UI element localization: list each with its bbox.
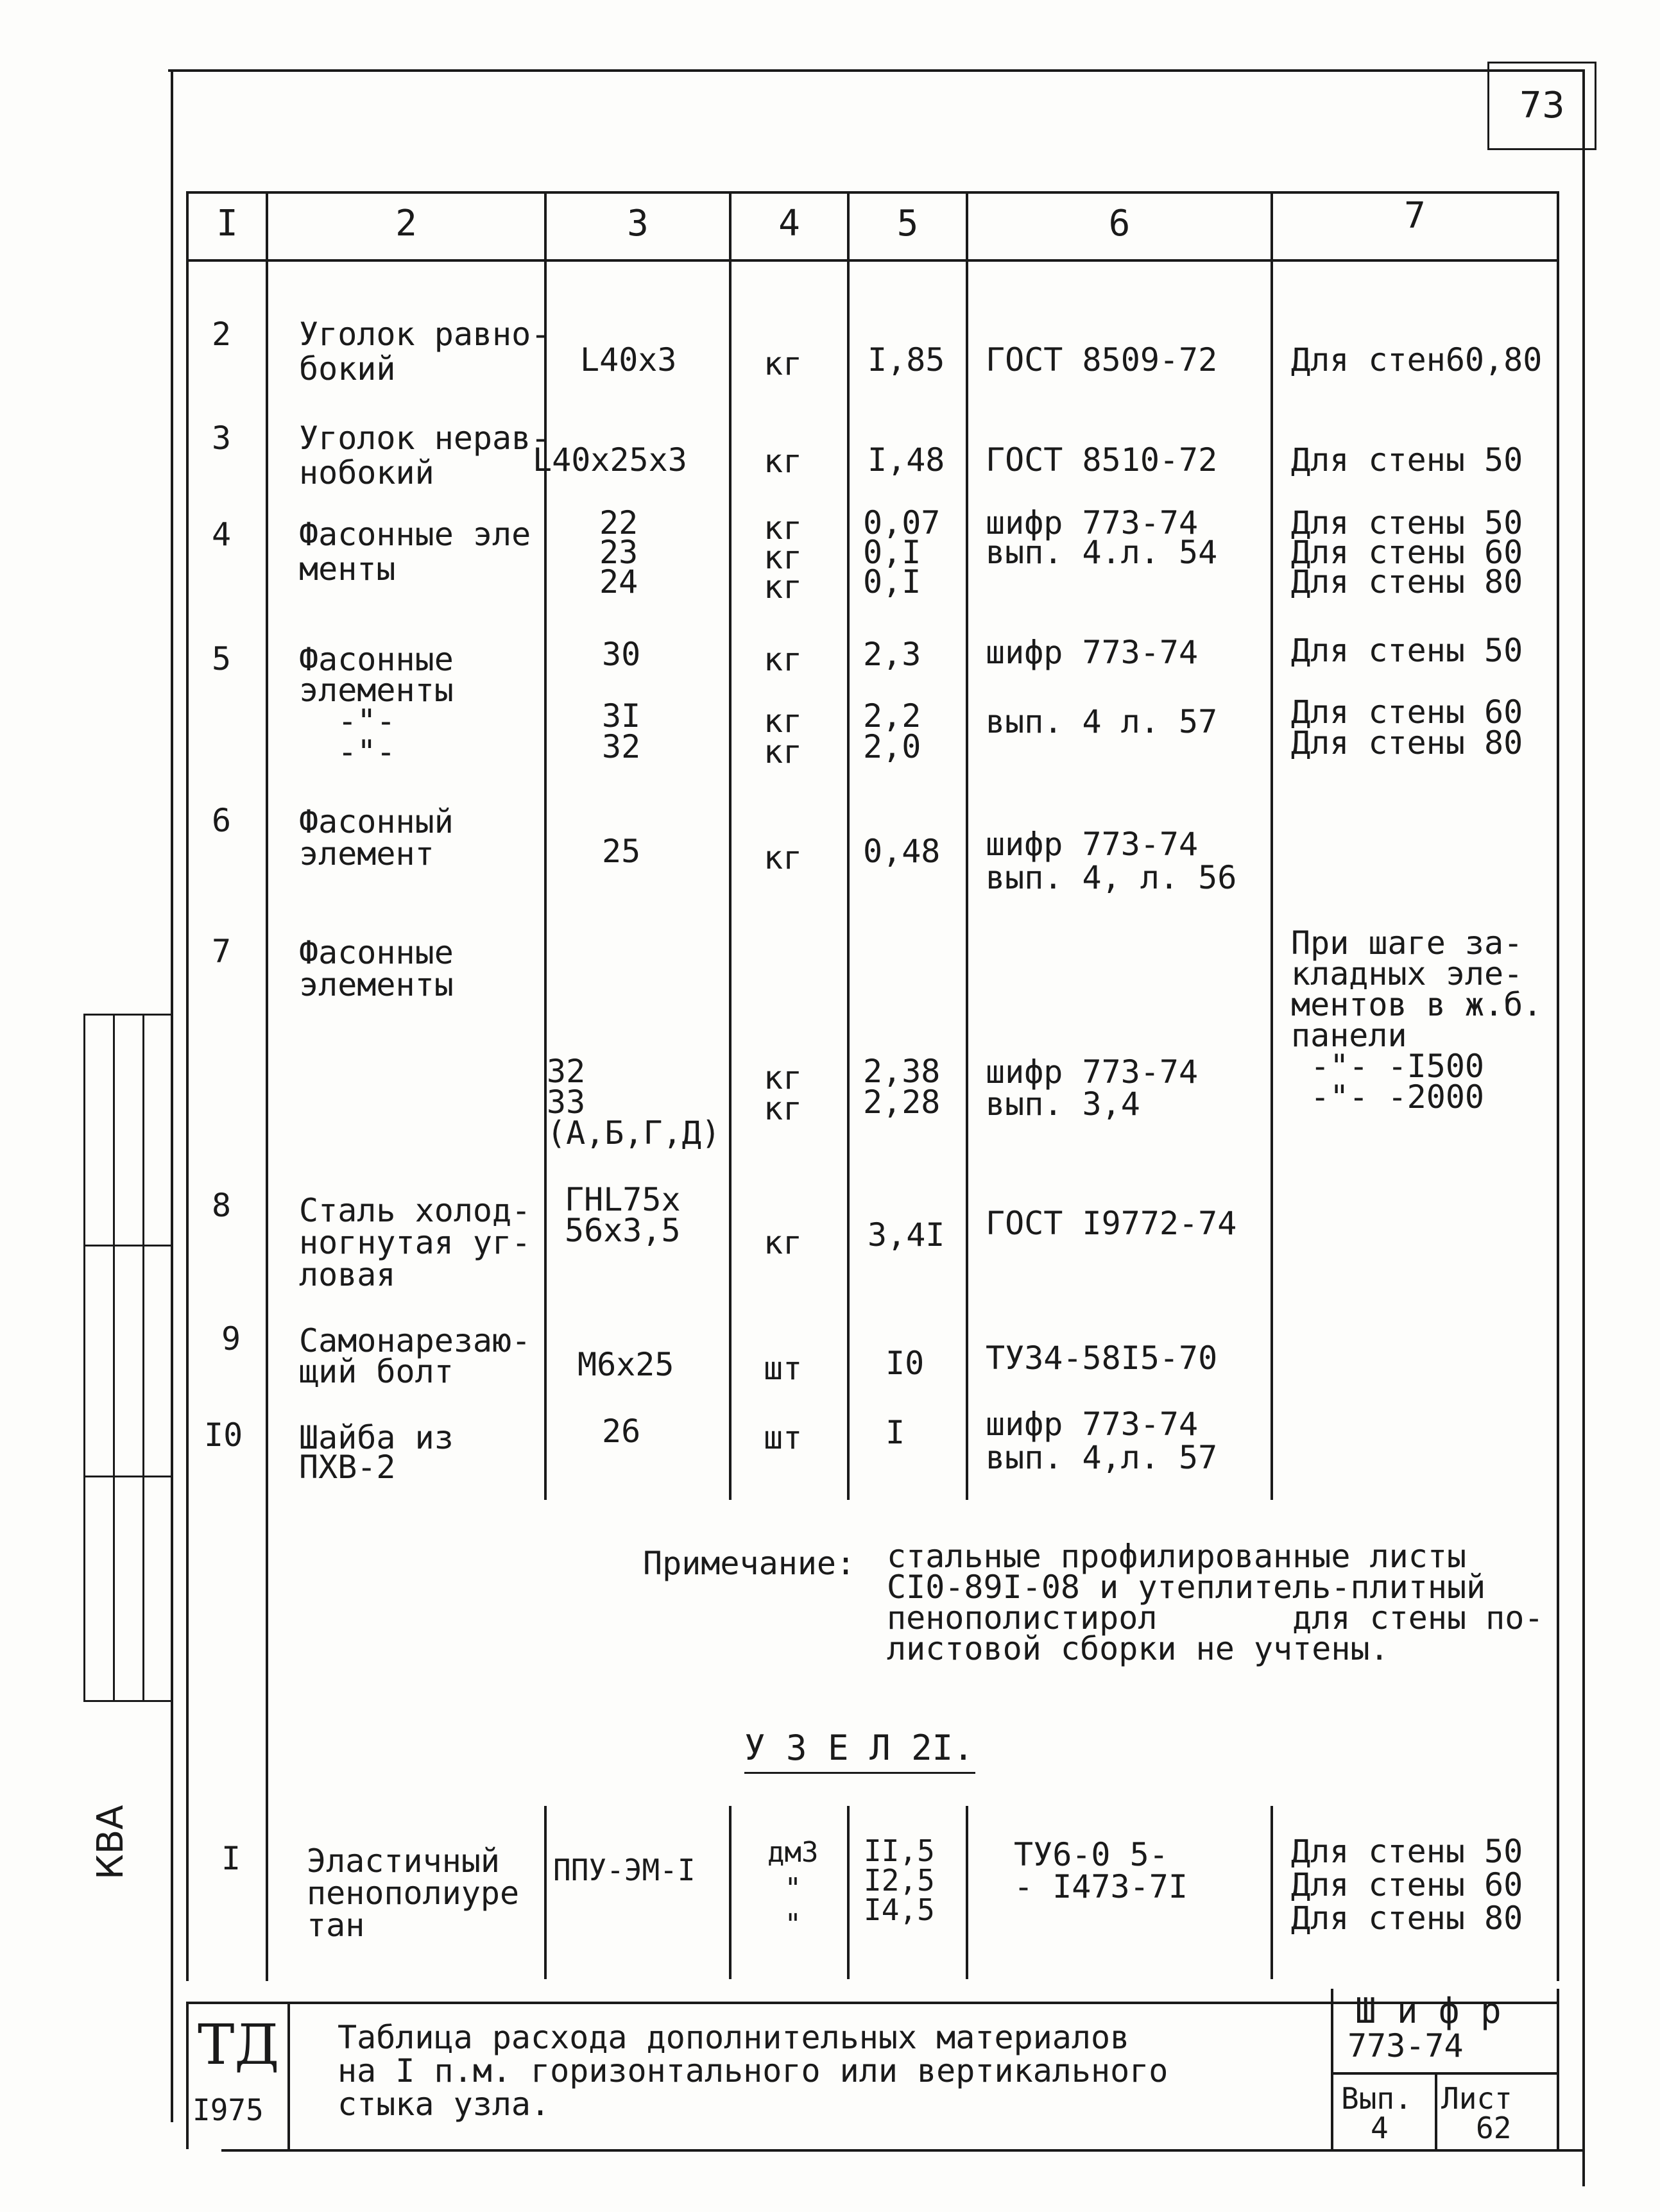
table-row-no: I0 xyxy=(204,1417,243,1454)
stamp-vline-3 xyxy=(142,1014,144,1700)
table-row-qty: 0,48 xyxy=(863,833,941,870)
col-line-5 xyxy=(966,191,968,1500)
table-row-doc: шифр 773-74 вып. 4, л. 56 xyxy=(986,826,1237,896)
table-row-mark: 22 23 24 xyxy=(599,504,638,600)
note-label: Примечание: xyxy=(643,1545,856,1582)
title-block-left xyxy=(186,2002,189,2149)
node-row-name: Эластичный пенополиуре тан xyxy=(307,1842,520,1944)
table-row-mark: L40x25x3 xyxy=(533,441,687,479)
header-col-7: 7 xyxy=(1404,195,1426,237)
node-title-underline xyxy=(744,1772,975,1774)
page-number: 73 xyxy=(1487,62,1596,150)
frame-right xyxy=(1582,69,1585,2186)
year: I975 xyxy=(193,2093,264,2127)
issue-value: 4 xyxy=(1371,2111,1389,2145)
col-line-5b xyxy=(966,1806,968,1979)
table-row-mark: L40x3 xyxy=(580,341,677,379)
table-row-qty: I,85 xyxy=(868,341,945,379)
table-row-name: Фасонные эле менты xyxy=(299,516,531,588)
node-row-qty: II,5 I2,5 I4,5 xyxy=(864,1833,935,1927)
table-row-qty: 2,3 2,2 2,0 xyxy=(863,636,921,765)
frame-bottom xyxy=(221,2149,1585,2152)
stamp-vline-2 xyxy=(113,1014,115,1700)
table-row-doc: ГОСТ I9772-74 xyxy=(986,1205,1237,1242)
table-row-no: 5 xyxy=(212,640,232,677)
sheet-label: Лист xyxy=(1441,2081,1512,2116)
table-row-no: 8 xyxy=(212,1187,232,1224)
table-row-unit: кг кг xyxy=(764,1059,803,1127)
table-header-bottom xyxy=(186,259,1559,262)
col-line-1 xyxy=(266,191,268,1981)
title-block-sep-1 xyxy=(287,2002,290,2149)
table-row-name: Уголок нерав- нобокий xyxy=(299,420,551,491)
table-row-name: Фасонные элементы xyxy=(299,934,454,1003)
table-row-name: Уголок равно- бокий xyxy=(299,316,551,387)
table-row-unit: кг кг кг xyxy=(764,641,803,770)
org-mark: ТД xyxy=(198,2013,280,2077)
issue-label: Вып. xyxy=(1341,2081,1412,2116)
table-row-name: Шайба из ПХВ-2 xyxy=(299,1419,454,1486)
table-row-doc: шифр 773-74 вып. 4,л. 57 xyxy=(986,1406,1218,1476)
sheet-value: 62 xyxy=(1476,2111,1512,2145)
col-line-4 xyxy=(847,191,850,1500)
stamp-line-3 xyxy=(83,1476,172,1477)
table-row-doc: ГОСТ 8509-72 xyxy=(986,341,1218,379)
table-row-mark: М6x25 xyxy=(578,1346,674,1383)
table-row-unit: кг xyxy=(764,1224,803,1261)
title-block-vsep xyxy=(1435,2072,1437,2149)
table-row-note: Для стены 50 Для стены 60 Для стены 80 xyxy=(1291,632,1523,761)
col-line-6b xyxy=(1271,1806,1273,1979)
col-line-3 xyxy=(729,191,732,1500)
table-row-doc: ТУ34-58I5-70 xyxy=(986,1340,1218,1377)
table-row-doc: шифр 773-74 вып. 4 л. 57 xyxy=(986,634,1218,740)
table-row-unit: кг кг кг xyxy=(764,509,803,606)
table-row-unit: шт xyxy=(764,1350,803,1387)
table-row-note: Для стены 50 xyxy=(1291,441,1523,479)
table-row-no: 4 xyxy=(212,516,232,553)
table-right xyxy=(1557,191,1559,1981)
stamp-line-1 xyxy=(83,1014,172,1016)
stamp-line-4 xyxy=(83,1700,172,1702)
table-row-no: 7 xyxy=(212,933,232,970)
frame-left xyxy=(171,69,173,2122)
table-row-mark: 26 xyxy=(602,1413,641,1450)
table-row-doc: шифр 773-74 вып. 3,4 xyxy=(986,1053,1199,1123)
table-row-no: 9 xyxy=(221,1320,241,1357)
table-row-qty: I xyxy=(886,1414,905,1451)
table-row-mark: ГНL75x 56x3,5 xyxy=(565,1181,681,1249)
table-row-name: Фасонные элементы -"- -"- xyxy=(299,641,454,770)
node-row-unit: дм3 " " xyxy=(767,1836,819,1941)
table-row-unit: кг xyxy=(764,839,803,876)
node-title: У З Е Л 2I. xyxy=(744,1728,974,1768)
table-row-unit: кг xyxy=(764,345,803,382)
table-row-qty: 3,4I xyxy=(868,1216,945,1254)
table-row-doc: шифр 773-74 вып. 4.л. 54 xyxy=(986,504,1218,571)
header-col-3: 3 xyxy=(627,203,649,244)
sheet-title: Таблица расхода дополнительных материалов на I п.м. горизонтального или вертикального стыка узла. xyxy=(338,2019,1168,2123)
table-row-mark: 25 xyxy=(602,833,641,870)
code-label: Ш и ф р xyxy=(1355,1991,1502,2031)
node-row-no: I xyxy=(221,1840,241,1877)
stamp-vline-1 xyxy=(83,1014,85,1700)
table-row-name: Самонарезаю- щий болт xyxy=(299,1322,531,1390)
table-row-note: Для стены 50 Для стены 60 Для стены 80 xyxy=(1291,504,1523,600)
col-line-2 xyxy=(544,191,547,1500)
stamp-line-2 xyxy=(83,1245,172,1246)
table-row-name: Сталь холод- ногнутая уг- ловая xyxy=(299,1192,531,1293)
table-left xyxy=(186,191,189,1981)
table-row-qty: 0,07 0,I 0,I xyxy=(863,504,941,600)
table-row-unit: шт xyxy=(764,1419,803,1456)
stamp-text: КВА xyxy=(90,1805,132,1880)
table-row-no: 6 xyxy=(212,802,232,839)
title-block-right xyxy=(1557,1989,1559,2149)
table-row-note: При шаге за- кладных эле- ментов в ж.б. панели -"- -I500 -"- -2000 xyxy=(1291,924,1543,1116)
title-block-hsep xyxy=(1331,2072,1559,2075)
table-row-qty: I0 xyxy=(886,1345,925,1382)
code-value: 773-74 xyxy=(1348,2027,1464,2064)
table-row-qty: 2,38 2,28 xyxy=(863,1053,941,1121)
col-line-2b xyxy=(544,1806,547,1979)
table-top xyxy=(186,191,1559,194)
col-line-6 xyxy=(1271,191,1273,1500)
table-row-qty: I,48 xyxy=(868,441,945,479)
node-row-doc: ТУ6-0 5- - I473-7I xyxy=(1014,1836,1188,1905)
header-col-2: 2 xyxy=(395,203,417,244)
header-col-6: 6 xyxy=(1108,203,1131,244)
table-row-doc: ГОСТ 8510-72 xyxy=(986,441,1218,479)
table-row-mark: 30 3I 32 xyxy=(602,636,641,765)
header-col-5: 5 xyxy=(896,203,919,244)
header-col-4: 4 xyxy=(778,203,800,244)
note-text: стальные профилированные листы СI0-89I-08 и утеплитель-плитный пенополистирол для стены по- листовой сборки не учтены. xyxy=(887,1538,1544,1667)
header-col-1: I xyxy=(216,203,238,244)
col-line-4b xyxy=(847,1806,850,1979)
table-row-name: Фасонный элемент xyxy=(299,803,454,872)
table-row-no: 3 xyxy=(212,420,232,457)
title-block-top xyxy=(186,2002,1559,2004)
node-row-mark: ППУ-ЭМ-I xyxy=(553,1853,696,1887)
node-row-note: Для стены 50 Для стены 60 Для стены 80 xyxy=(1291,1833,1523,1937)
frame-top xyxy=(168,69,1585,72)
col-line-3b xyxy=(729,1806,732,1979)
table-row-mark: 32 33 (А,Б,Г,Д) xyxy=(547,1053,721,1152)
table-row-note: Для стен60,80 xyxy=(1291,341,1543,379)
table-row-no: 2 xyxy=(212,316,232,353)
table-row-unit: кг xyxy=(764,443,803,480)
title-block-sep-2 xyxy=(1331,1989,1333,2149)
